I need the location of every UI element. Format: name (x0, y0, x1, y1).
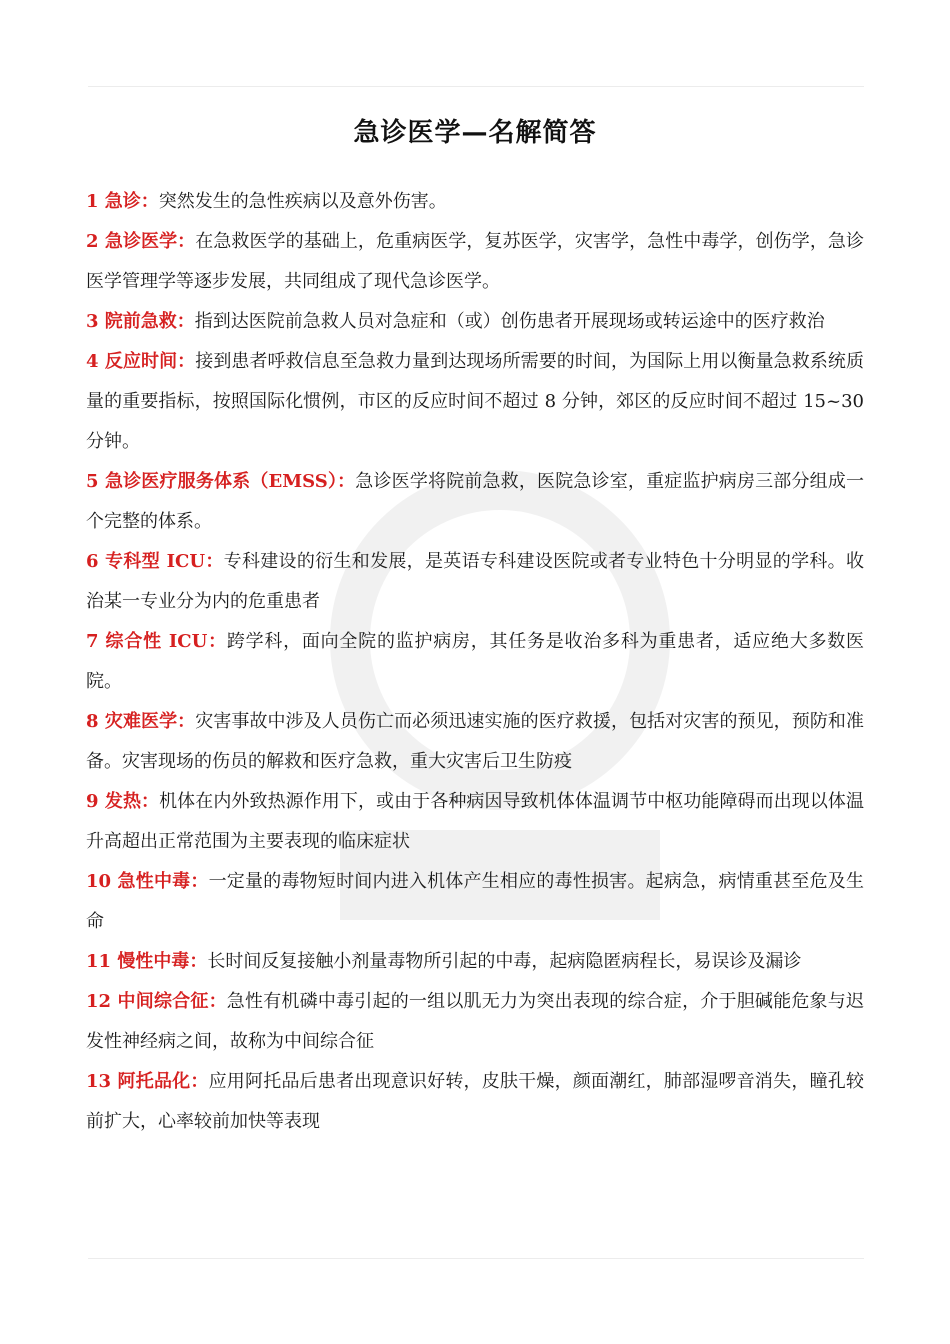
list-item (86, 1062, 864, 1142)
entry-definition: 机体在内外致热源作用下，或由于各种病因导致机体体温调节中枢功能障碍而出现以体温升高超出正常范围为主要表现的临床症状 (86, 791, 865, 852)
entry-definition: 应用阿托品后患者出现意识好转，皮肤干燥，颜面潮红，肺部湿啰音消失，瞳孔较前扩大，心率较前加快等表现 (86, 1071, 864, 1132)
entry-definition: 接到患者呼救信息至急救力量到达现场所需要的时间，为国际上用以衡量急救系统质量的重要指标，按照国际化惯例，市区的反应时间不超过 8 分钟，郊区的反应时间不超过 15~30 分钟。 (86, 351, 864, 452)
entry-definition: 指到达医院前急救人员对急症和（或）创伤患者开展现场或转运途中的医疗救治 (194, 311, 825, 332)
entry-definition: 专科建设的衍生和发展，是英语专科建设医院或者专业特色十分明显的学科。收治某一专业分为内的危重患者 (86, 551, 864, 612)
entry-term: 6 专科型 ICU： (86, 551, 224, 572)
list-item (86, 542, 864, 622)
entry-definition: 急诊医学将院前急救，医院急诊室，重症监护病房三部分组成一个完整的体系。 (86, 471, 864, 532)
entry-term: 2 急诊医学： (86, 231, 196, 252)
entry-term: 4 反应时间： (86, 351, 196, 372)
entry-definition: 长时间反复接触小剂量毒物所引起的中毒，起病隐匿病程长，易误诊及漏诊 (207, 951, 802, 972)
list-item (86, 982, 864, 1062)
header-divider (88, 86, 864, 87)
list-item (86, 182, 864, 222)
entry-definition: 突然发生的急性疾病以及意外伤害。 (158, 191, 447, 212)
page-title: 急诊医学—名解简答 (353, 118, 597, 148)
entry-term: 8 灾难医学： (86, 711, 196, 732)
entry-term: 5 急诊医疗服务体系（EMSS）： (86, 471, 356, 492)
footer-divider (88, 1258, 864, 1259)
entry-term: 7 综合性 ICU： (86, 631, 227, 652)
entry-term: 10 急性中毒： (86, 871, 209, 892)
list-item (86, 862, 864, 942)
entry-term: 3 院前急救： (86, 311, 195, 332)
list-item (86, 702, 864, 782)
entry-definition: 在急救医学的基础上，危重病医学，复苏医学，灾害学，急性中毒学，创伤学，急诊医学管理学等逐步发展，共同组成了现代急诊医学。 (86, 231, 864, 292)
entry-definition: 急性有机磷中毒引起的一组以肌无力为突出表现的综合症，介于胆碱能危象与迟发性神经病之间，故称为中间综合征 (86, 991, 864, 1052)
list-item (86, 782, 864, 862)
entry-term: 1 急诊： (86, 191, 159, 212)
list-item (86, 942, 864, 982)
list-item (86, 342, 864, 462)
definition-list (86, 182, 864, 1142)
list-item (86, 622, 864, 702)
entry-term: 11 慢性中毒： (86, 951, 208, 972)
entry-definition: 跨学科，面向全院的监护病房，其任务是收治多科为重患者，适应绝大多数医院。 (86, 631, 864, 692)
entry-term: 13 阿托品化： (86, 1071, 209, 1092)
entry-definition: 灾害事故中涉及人员伤亡而必须迅速实施的医疗救援，包括对灾害的预见，预防和准备。灾害现场的伤员的解救和医疗急救，重大灾害后卫生防疫 (86, 711, 864, 772)
entry-definition: 一定量的毒物短时间内进入机体产生相应的毒性损害。起病急，病情重甚至危及生命 (86, 871, 864, 932)
entry-term: 9 发热： (86, 791, 160, 812)
list-item (86, 462, 864, 542)
list-item (86, 302, 864, 342)
list-item (86, 222, 864, 302)
entry-term: 12 中间综合征： (86, 991, 227, 1012)
